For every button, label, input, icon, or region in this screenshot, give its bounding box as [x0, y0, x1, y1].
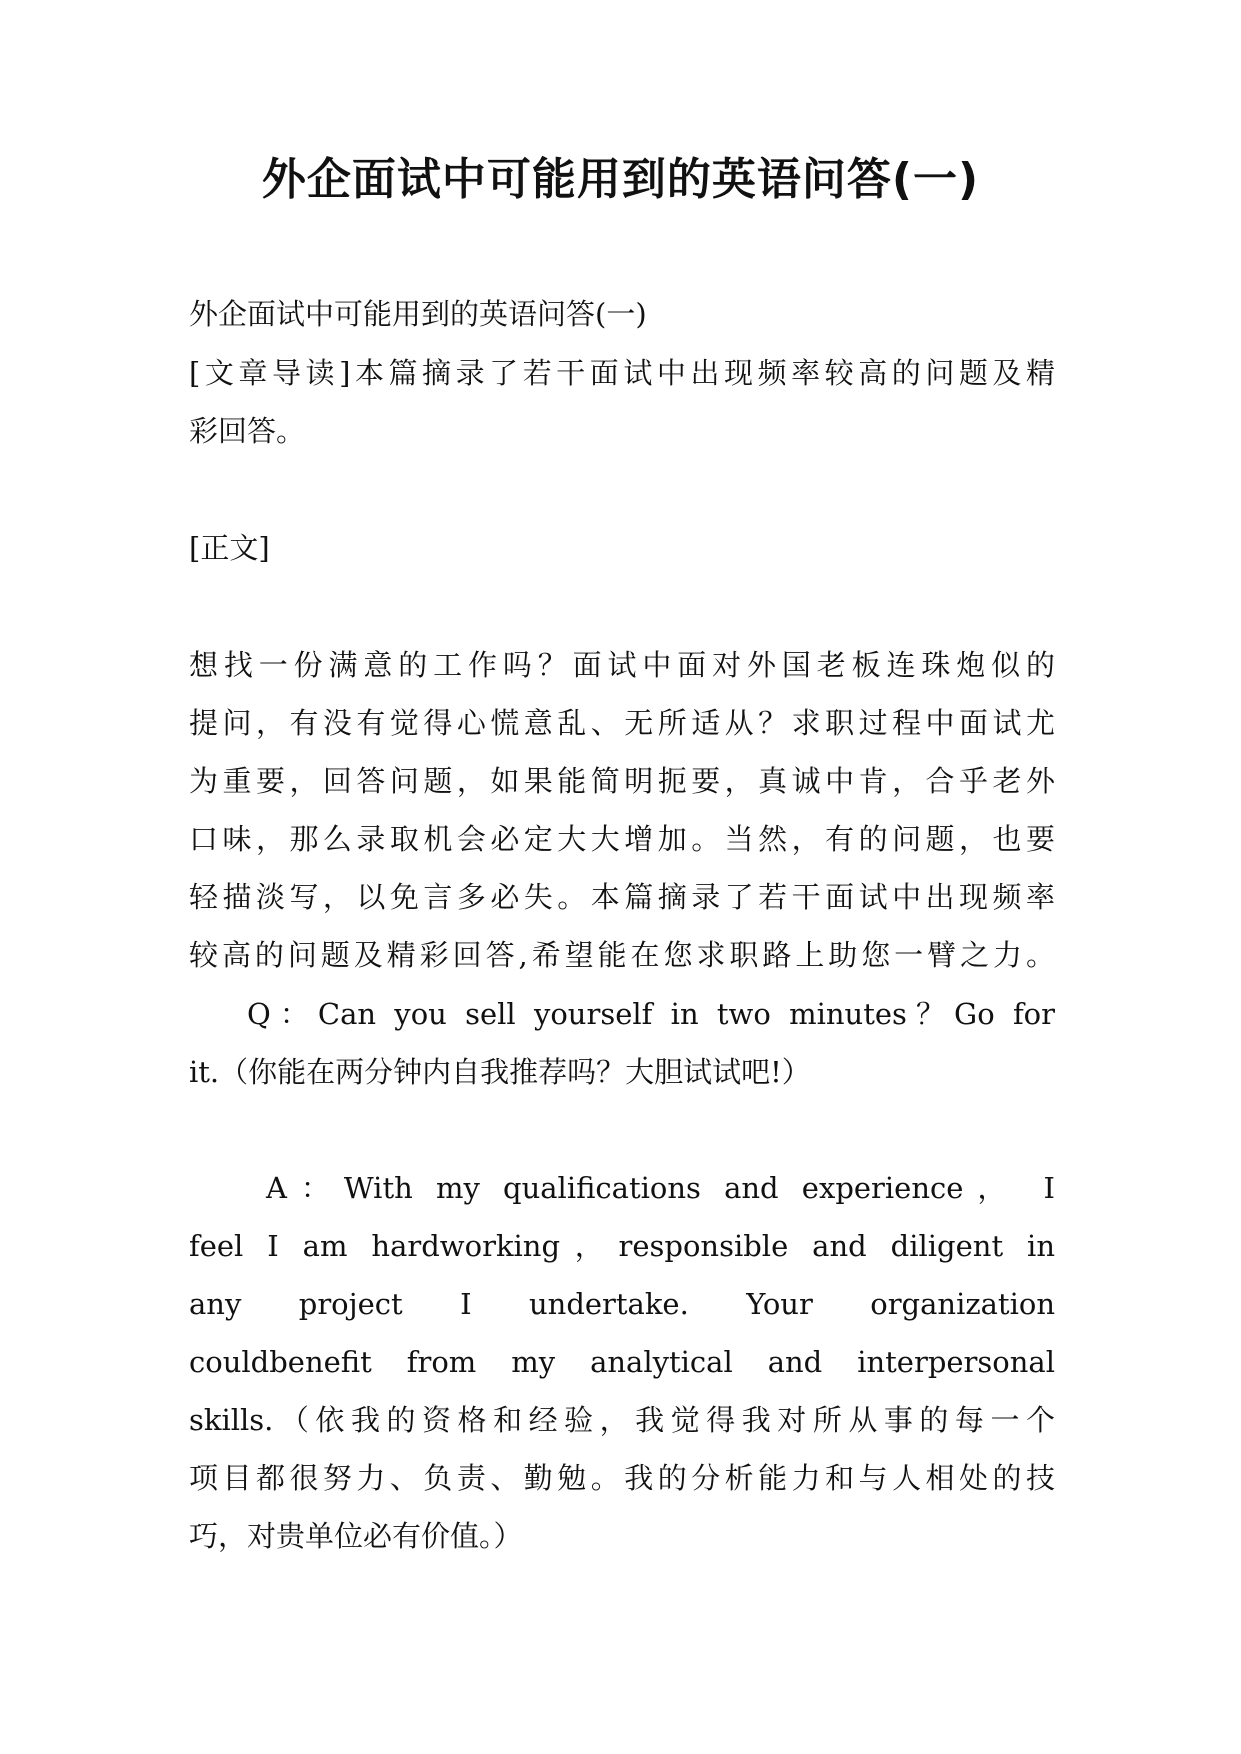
- page-title: 外企面试中可能用到的英语问答(一): [261, 154, 980, 205]
- answer-line: couldbenefit from my analytical and interpersonal: [189, 1345, 1055, 1379]
- intro-line: 为重要，回答问题，如果能简明扼要，真诚中肯，合乎老外: [189, 764, 1055, 798]
- answer-line: skills.（依我的资格和经验，我觉得我对所从事的每一个: [189, 1403, 1055, 1437]
- answer-line: 项目都很努力、负责、勤勉。我的分析能力和与人相处的技: [189, 1461, 1055, 1495]
- answer-line: any project I undertake. Your organization: [189, 1287, 1055, 1321]
- answer-line: A：With my qualifications and experience， I: [266, 1171, 1055, 1205]
- section-marker: [正文]: [189, 531, 270, 565]
- article-lead-title: 外企面试中可能用到的英语问答(一): [189, 297, 647, 331]
- article-guide: [189, 344, 1055, 460]
- guide-line: [文章导读]本篇摘录了若干面试中出现频率较高的问题及精: [189, 356, 1055, 390]
- answer-paragraph: [189, 1159, 1055, 1565]
- question-paragraph: [189, 985, 1055, 1101]
- guide-line: 彩回答。: [189, 414, 306, 448]
- intro-line: 想找一份满意的工作吗？面试中面对外国老板连珠炮似的: [189, 648, 1055, 682]
- intro-line: 口味，那么录取机会必定大大增加。当然，有的问题，也要: [189, 822, 1055, 856]
- intro-line: 较高的问题及精彩回答,希望能在您求职路上助您一臂之力。: [189, 938, 1055, 972]
- intro-paragraph: [189, 636, 1055, 984]
- intro-line: 轻描淡写，以免言多必失。本篇摘录了若干面试中出现频率: [189, 880, 1055, 914]
- answer-line: feel I am hardworking，responsible and diligent in: [189, 1229, 1055, 1263]
- question-line: it.（你能在两分钟内自我推荐吗？大胆试试吧!）: [189, 1055, 811, 1089]
- answer-line: 巧，对贵单位必有价值。）: [189, 1519, 523, 1553]
- intro-line: 提问，有没有觉得心慌意乱、无所适从？求职过程中面试尤: [189, 706, 1055, 740]
- question-line: Q：Can you sell yourself in two minutes？Go for: [247, 997, 1055, 1031]
